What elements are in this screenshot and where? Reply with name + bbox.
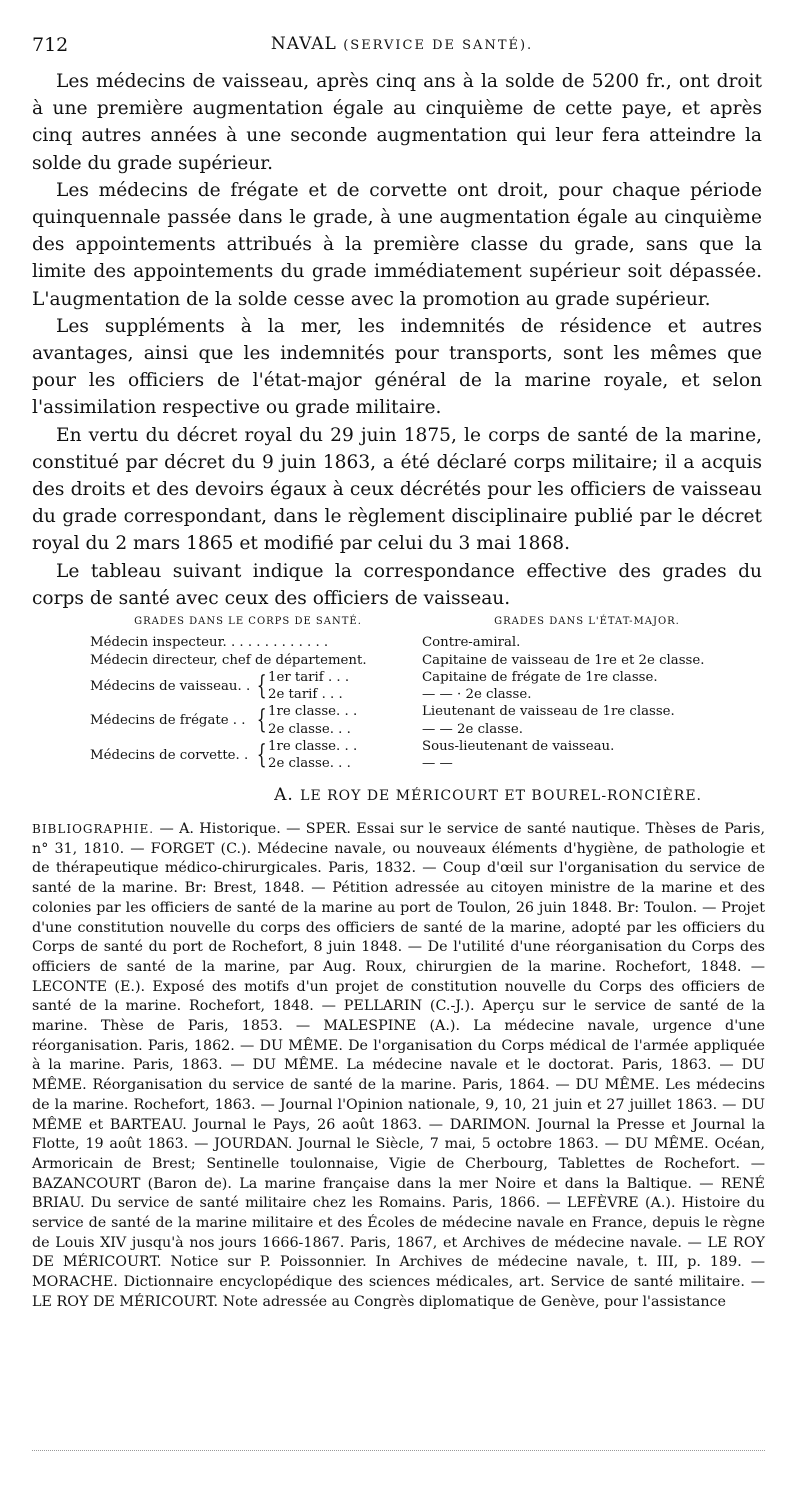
paragraph: Les médecins de frégate et de corvette ont droit, pour chaque période quinquennale passée dans le grade, à une augmentation égale au cinquième des appointements attribués à la première classe du grade, sans que la limite des appointements du grade immédiatement supérieur soit dépassée. L'augmentation de la solde cesse avec la promotion au grade supérieur. <box>32 179 762 310</box>
group-name: Médecins de corvette. . <box>90 747 249 763</box>
brace-icon: { <box>256 740 267 771</box>
table-cell: Contre-amiral. <box>422 635 521 651</box>
left-column-header: GRADES DANS LE CORPS DE SANTÉ. <box>134 616 362 627</box>
author-signature <box>274 785 702 805</box>
table-row <box>90 634 755 651</box>
sub-grade: 2e tarif . . . <box>268 687 343 703</box>
sub-grade: 1re classe. . . <box>268 739 358 755</box>
table-header <box>90 613 755 630</box>
right-column-header: GRADES DANS L'ÉTAT-MAJOR. <box>494 616 680 627</box>
group-rights <box>422 703 752 738</box>
sub-grade: 2e classe. . . <box>268 721 351 737</box>
group-name: Médecins de vaisseau. . <box>90 678 251 694</box>
sub-grade: 2e classe. . . <box>268 756 351 772</box>
group-rights <box>422 738 752 773</box>
body-paragraphs <box>32 68 762 612</box>
bibliography <box>32 820 765 1313</box>
table-cell: Lieutenant de vaisseau de 1re classe. <box>422 704 675 720</box>
group-subs <box>268 703 406 738</box>
table-cell: Capitaine de vaisseau de 1re et 2e classe. <box>422 652 705 668</box>
paragraph: Les suppléments à la mer, les indemnités de résidence et autres avantages, ainsi que les indemnités pour transports, sont les mêmes que pour les officiers de l'état-major général de la marine royale, et selon l'assimilation respective ou grade militaire. <box>32 315 762 419</box>
running-title-main: NAVAL <box>270 34 337 54</box>
table-cell: — — · 2e classe. <box>422 687 532 703</box>
paragraph: En vertu du décret royal du 29 juin 1875, le corps de santé de la marine, constitué par décret du 9 juin 1863, a été déclaré corps militaire; il a acquis des droits et des devoirs égaux à ceux décrétés pour les officiers de vaisseau du grade correspondant, dans le règlement disciplinaire publié par le décret royal du 2 mars 1865 et modifié par celui du 3 mai 1868. <box>32 424 762 555</box>
group-subs <box>268 738 406 773</box>
table-group <box>90 738 755 773</box>
table-cell: Médecin directeur, chef de département. <box>90 652 367 668</box>
table-group <box>90 703 755 738</box>
sub-grade: 1re classe. . . <box>268 704 358 720</box>
running-title <box>32 34 772 54</box>
table-cell: Capitaine de frégate de 1re classe. <box>422 669 658 685</box>
bibliography-text: — A. Historique. — SPER. Essai sur le service de santé nautique. Thèses de Paris, n° 31, 1810. — FORGET (C.). Médecine navale, ou nouveaux éléments d'hygiène, de pathologie et de thérapeutique médico-chirurgicales. Paris, 1832. — Coup d'œil sur l'organisation du service de santé de la marine. Br: Brest, 1848. — Pétition adressée au citoyen ministre de la marine et des colonies par les officiers de santé de la marine au port de Toulon, 26 juin 1848. Br: Toulon. — Projet d'une constitution nouvelle du corps des officiers de santé de la marine, adopté par les officiers du Corps de santé du port de Rochefort, 8 juin 1848. — De l'utilité d'une réorganisation du Corps des officiers de santé de la marine, par Aug. Roux, chirurgien de la marine. Rochefort, 1848. — LECONTE (E.). Exposé des motifs d'un projet de constitution nouvelle du Corps des officiers de santé de la marine. Rochefort, 1848. — PELLARIN (C.-J.). Aperçu sur le service de santé de la marine. Thèse de Paris, 1853. — MALESPINE (A.). La médecine navale, urgence d'une réorganisation. Paris, 1862. — DU MÊME. De l'organisation du Corps médical de l'armée appliquée à la marine. Paris, 1863. — DU MÊME. La médecine navale et le doctorat. Paris, 1863. — DU MÊME. Réorganisation du service de santé de la marine. Paris, 1864. — DU MÊME. Les médecins de la marine. Rochefort, 1863. — Journal l'Opinion nationale, 9, 10, 21 juin et 27 juillet 1863. — DU MÊME et BARTEAU. Journal le Pays, 26 août 1863. — DARIMON. Journal la Presse et Journal la Flotte, 19 août 1863. — JOURDAN. Journal le Siècle, 7 mai, 5 octobre 1863. — DU MÊME. Océan, Armoricain de Brest; Sentinelle toulonnaise, Vigie de Cherbourg, Tablettes de Rochefort. — BAZANCOURT (Baron de). La marine française dans la mer Noire et dans la Baltique. — RENÉ BRIAU. Du service de santé militaire chez les Romains. Paris, 1866. — LEFÈVRE (A.). Histoire du service de santé de la marine militaire et des Écoles de médecine navale en France, depuis le règne de Louis XIV jusqu'à nos jours 1666-1867. Paris, 1867, et Archives de médecine navale. — LE ROY DE MÉRICOURT. Notice sur P. Poissonnier. In Archives de médecine navale, t. III, p. 189. — MORACHE. Dictionnaire encyclopédique des sciences médicales, art. Service de santé militaire. — LE ROY DE MÉRICOURT. Note adressée au Congrès diplomatique de Genève, pour l'assistance <box>32 821 766 1310</box>
grades-table <box>90 613 755 773</box>
bibliography-lead: BIBLIOGRAPHIE. <box>32 822 155 836</box>
footer-divider <box>32 1450 765 1451</box>
group-rights <box>422 669 752 704</box>
running-title-sub: (SERVICE DE SANTÉ). <box>343 38 534 53</box>
brace-icon: { <box>256 670 267 701</box>
page-header <box>32 34 772 60</box>
table-cell: Médecin inspecteur. . . . . . . . . . . . . <box>90 635 329 651</box>
table-cell: — — <box>422 756 453 772</box>
group-name: Médecins de frégate . . <box>90 713 246 729</box>
bibliography-paragraph <box>32 820 765 1313</box>
sub-grade: 1er tarif . . . <box>268 669 350 685</box>
table-cell: Sous-lieutenant de vaisseau. <box>422 739 615 755</box>
author-names: LE ROY DE MÉRICOURT ET BOUREL-RONCIÈRE. <box>300 788 702 804</box>
page-number: 712 <box>32 34 69 56</box>
table-cell: — — 2e classe. <box>422 721 523 737</box>
group-subs <box>268 669 406 704</box>
table-group <box>90 669 755 704</box>
paragraph: Le tableau suivant indique la correspondance effective des grades du corps de santé avec ceux des officiers de vaisseau. <box>32 560 762 609</box>
table-row <box>90 652 755 669</box>
paragraph: Les médecins de vaisseau, après cinq ans à la solde de 5200 fr., ont droit à une première augmentation égale au cinquième de cette paye, et après cinq autres années à une seconde augmentation qui leur fera atteindre la solde du grade supérieur. <box>32 71 762 174</box>
author-initial: A. <box>274 785 294 805</box>
brace-icon: { <box>256 705 267 736</box>
